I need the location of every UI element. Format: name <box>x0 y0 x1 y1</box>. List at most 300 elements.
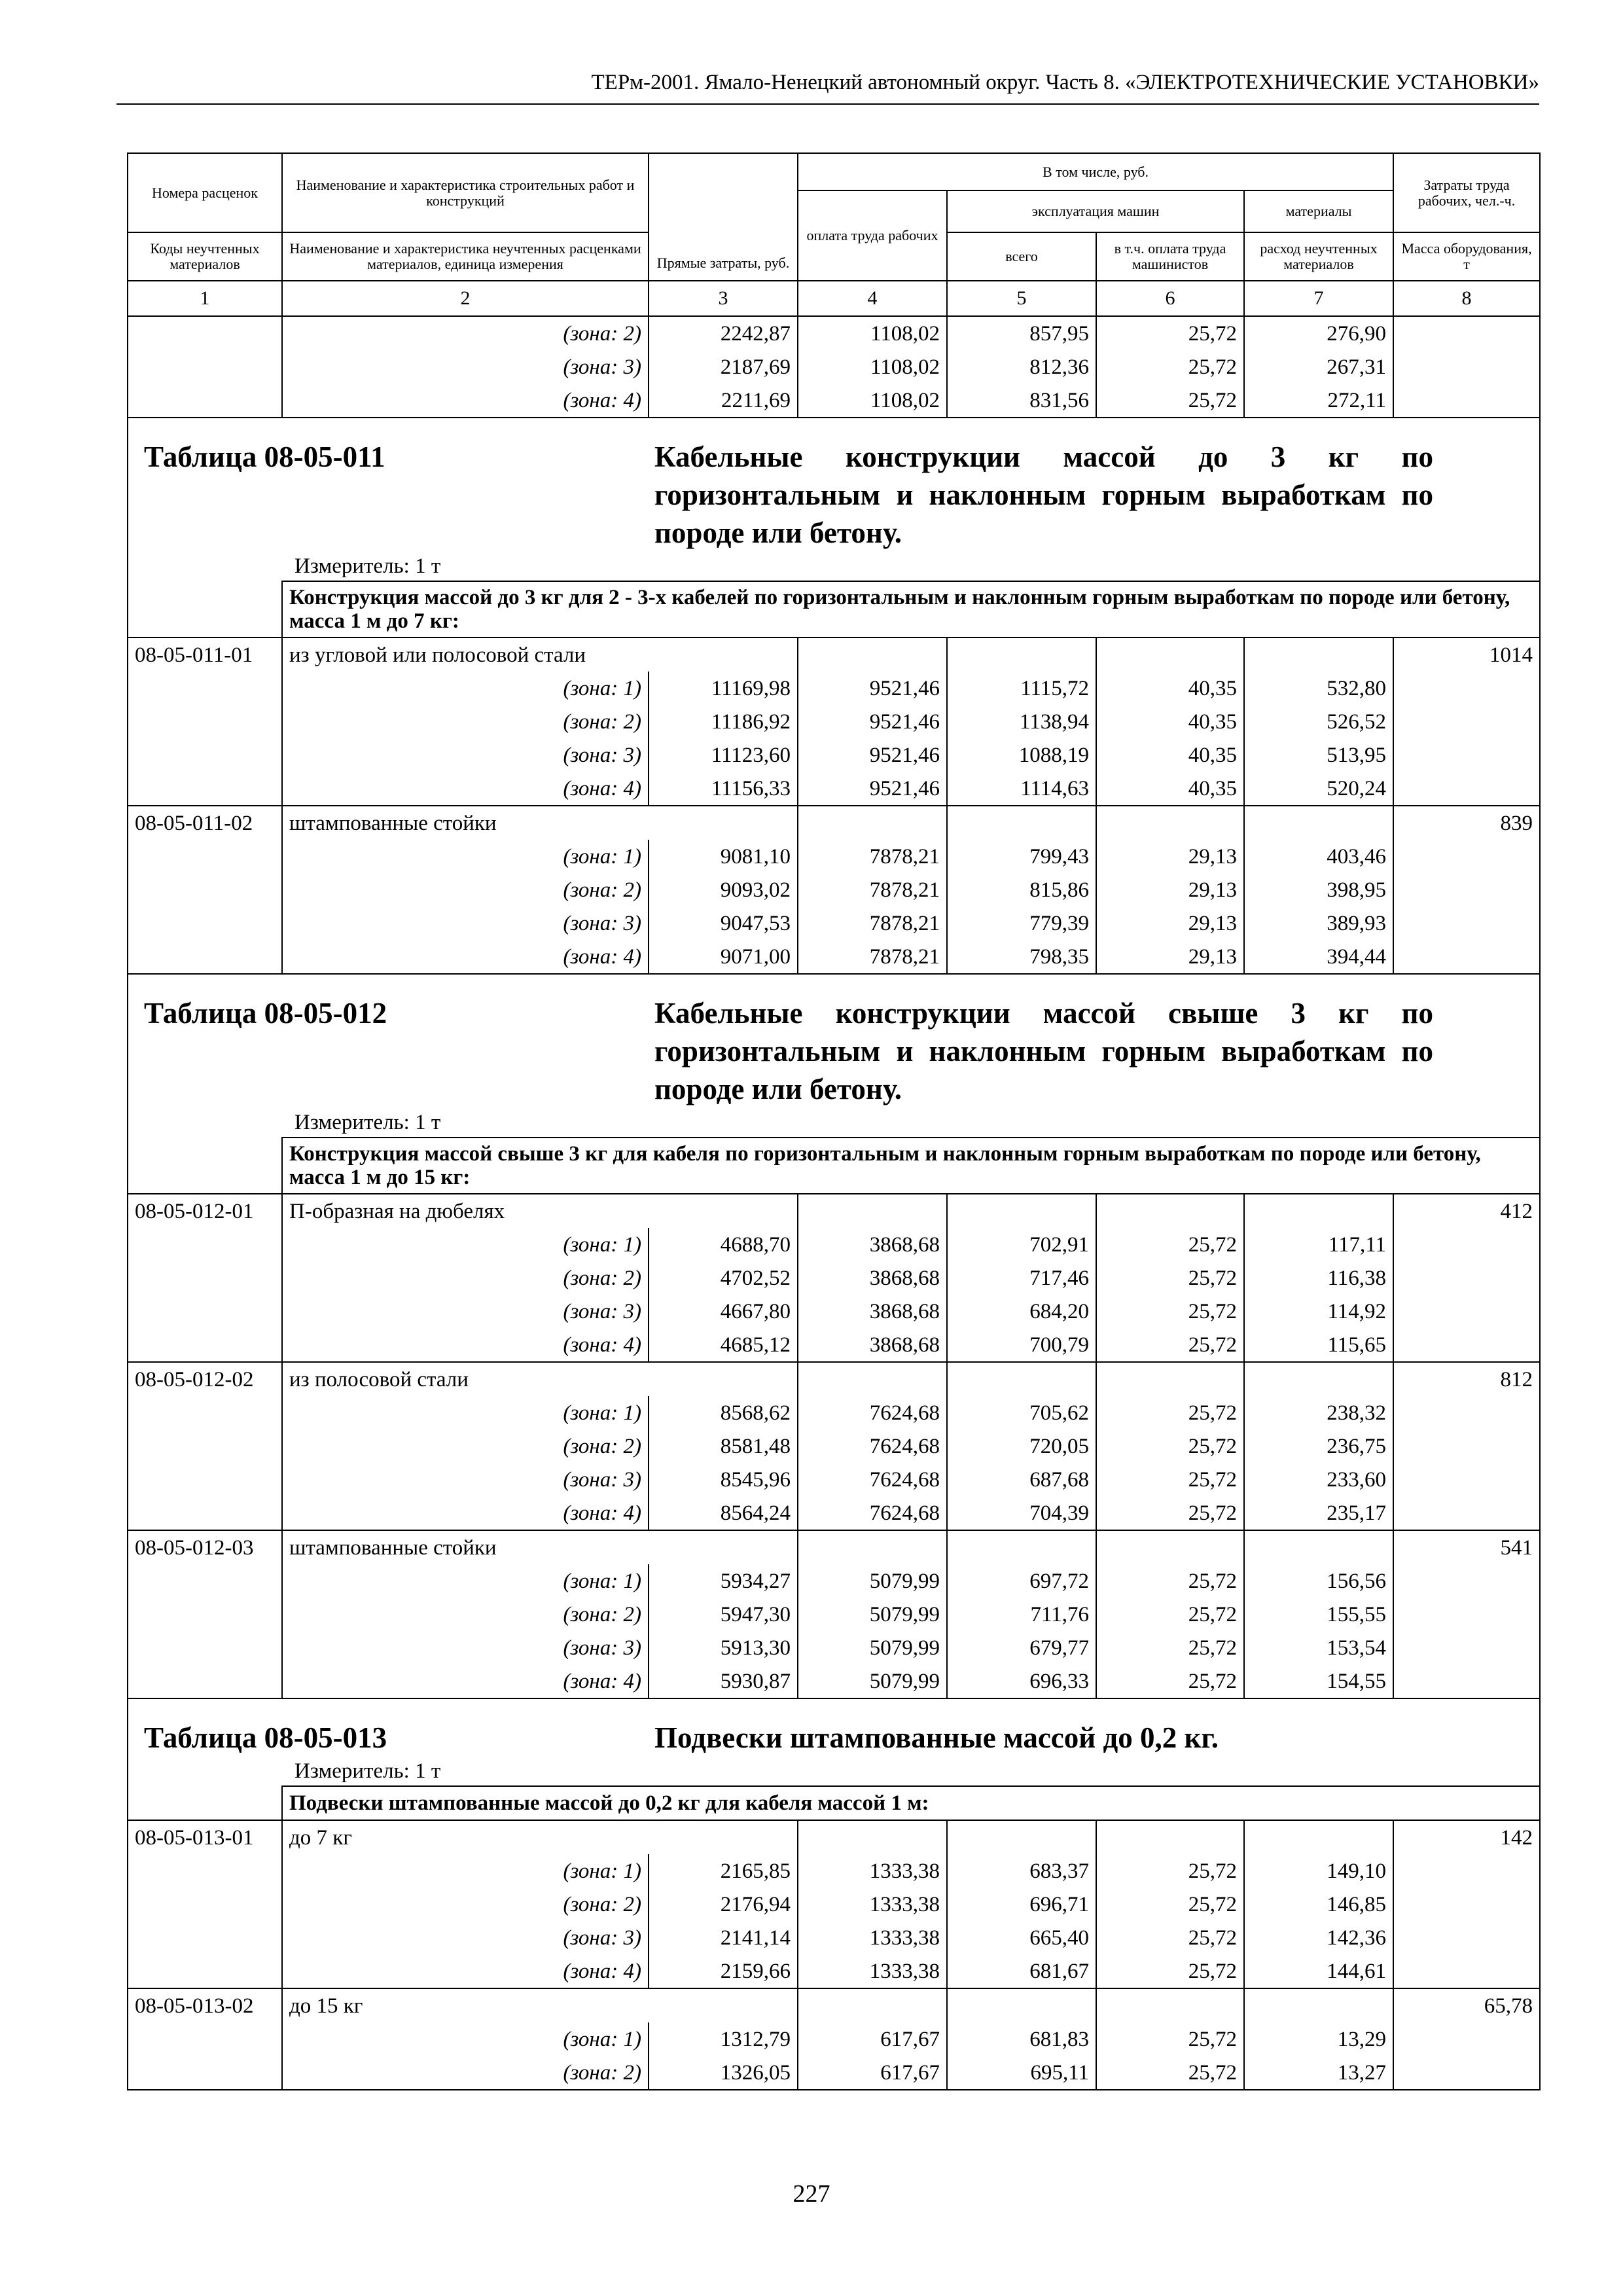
labor-cell <box>1393 1854 1540 1888</box>
value-cell: 25,72 <box>1096 2056 1244 2090</box>
empty-cell <box>1096 637 1244 672</box>
value-cell: 389,93 <box>1244 906 1393 940</box>
table-row <box>128 1295 1540 1328</box>
labor-cell <box>1393 384 1540 418</box>
table-row <box>128 1631 1540 1664</box>
value-cell: 7624,68 <box>798 1396 947 1429</box>
value-cell: 1115,72 <box>947 672 1096 705</box>
empty-cell <box>798 806 947 840</box>
value-cell: 25,72 <box>1096 2022 1244 2056</box>
table-row <box>128 1664 1540 1698</box>
empty-cell <box>947 637 1096 672</box>
value-cell: 236,75 <box>1244 1429 1393 1463</box>
value-cell: 679,77 <box>947 1631 1096 1664</box>
value-cell: 1333,38 <box>798 1954 947 1988</box>
rate-code-cell <box>128 1786 282 1820</box>
rate-code-cell <box>128 350 282 384</box>
rate-code-cell <box>128 384 282 418</box>
empty-cell <box>947 1820 1096 1854</box>
table-name: Таблица 08-05-011 <box>144 440 385 473</box>
value-cell: 25,72 <box>1096 1328 1244 1362</box>
value-cell: 3868,68 <box>798 1261 947 1295</box>
table-description: Кабельные конструкции массой до 3 кг по горизонтальным и наклонным горным выработкам по породе или бетону. <box>654 440 1433 549</box>
labor-cell <box>1393 772 1540 806</box>
price-table-body <box>128 153 1540 2090</box>
value-cell: 7878,21 <box>798 873 947 906</box>
meter-label: Измеритель: 1 т <box>128 1757 1540 1786</box>
table-row <box>128 738 1540 772</box>
rate-code-cell <box>128 840 282 873</box>
empty-cell <box>1096 1530 1244 1564</box>
empty-cell <box>1244 1988 1393 2022</box>
zone-label: (зона: 2) <box>282 2056 649 2090</box>
value-cell: 681,83 <box>947 2022 1096 2056</box>
rate-code: 08-05-012-02 <box>128 1362 282 1396</box>
rate-code-cell <box>128 1954 282 1988</box>
rate-code: 08-05-012-03 <box>128 1530 282 1564</box>
labor-costs-value: 412 <box>1393 1194 1540 1228</box>
value-cell: 1114,63 <box>947 772 1096 806</box>
section-heading-row <box>128 1138 1540 1194</box>
zone-label: (зона: 2) <box>282 873 649 906</box>
value-cell: 1138,94 <box>947 705 1096 738</box>
value-cell: 717,46 <box>947 1261 1096 1295</box>
value-cell: 403,46 <box>1244 840 1393 873</box>
table-row <box>128 2056 1540 2090</box>
table-row <box>128 1429 1540 1463</box>
labor-cell <box>1393 1261 1540 1295</box>
rate-code-cell <box>128 1631 282 1664</box>
labor-cell <box>1393 705 1540 738</box>
col-direct-costs: Прямые затраты, руб. <box>649 153 798 281</box>
table-row <box>128 1396 1540 1429</box>
value-cell: 116,38 <box>1244 1261 1393 1295</box>
table-row <box>128 316 1540 350</box>
rate-code-cell <box>128 1463 282 1496</box>
table-row <box>128 1921 1540 1954</box>
value-cell: 25,72 <box>1096 1921 1244 1954</box>
rate-code: 08-05-011-01 <box>128 637 282 672</box>
rate-code-cell <box>128 873 282 906</box>
value-cell: 117,11 <box>1244 1228 1393 1261</box>
table-row <box>128 940 1540 974</box>
rate-code-cell <box>128 1598 282 1631</box>
empty-cell <box>1244 1194 1393 1228</box>
value-cell: 5947,30 <box>649 1598 798 1631</box>
labor-cell <box>1393 738 1540 772</box>
value-cell: 7878,21 <box>798 906 947 940</box>
empty-cell <box>1244 806 1393 840</box>
labor-cell <box>1393 1888 1540 1921</box>
zone-label: (зона: 1) <box>282 1854 649 1888</box>
value-cell: 7624,68 <box>798 1463 947 1496</box>
rate-code-cell <box>128 1921 282 1954</box>
value-cell: 513,95 <box>1244 738 1393 772</box>
rate-code-cell <box>128 2022 282 2056</box>
value-cell: 687,68 <box>947 1463 1096 1496</box>
table-title <box>128 418 1540 552</box>
value-cell: 704,39 <box>947 1496 1096 1530</box>
col-unaccounted-materials: расход неучтенных материалов <box>1244 232 1393 281</box>
price-table <box>127 152 1541 2090</box>
value-cell: 799,43 <box>947 840 1096 873</box>
table-row <box>128 1954 1540 1988</box>
labor-cell <box>1393 940 1540 974</box>
value-cell: 25,72 <box>1096 1954 1244 1988</box>
value-cell: 267,31 <box>1244 350 1393 384</box>
labor-cell <box>1393 1463 1540 1496</box>
value-cell: 9093,02 <box>649 873 798 906</box>
value-cell: 9521,46 <box>798 772 947 806</box>
section-heading: Конструкция массой до 3 кг для 2 - 3-х кабелей по горизонтальным и наклонным горным выработкам по породе или бетону, масса 1 м до 7 кг: <box>282 581 1540 637</box>
value-cell: 9047,53 <box>649 906 798 940</box>
value-cell: 25,72 <box>1096 1261 1244 1295</box>
empty-cell <box>947 1988 1096 2022</box>
meter-row <box>128 1108 1540 1138</box>
zone-label: (зона: 4) <box>282 1954 649 1988</box>
rate-code-cell <box>128 1496 282 1530</box>
value-cell: 3868,68 <box>798 1295 947 1328</box>
table-row <box>128 350 1540 384</box>
col-including: В том числе, руб. <box>798 153 1393 190</box>
rate-code-cell <box>128 940 282 974</box>
value-cell: 8581,48 <box>649 1429 798 1463</box>
meter-row <box>128 552 1540 581</box>
table-title <box>128 974 1540 1108</box>
table-row <box>128 1261 1540 1295</box>
value-cell: 40,35 <box>1096 772 1244 806</box>
zone-label: (зона: 4) <box>282 1664 649 1698</box>
empty-cell <box>798 1988 947 2022</box>
value-cell: 25,72 <box>1096 316 1244 350</box>
value-cell: 5913,30 <box>649 1631 798 1664</box>
value-cell: 146,85 <box>1244 1888 1393 1921</box>
value-cell: 25,72 <box>1096 1429 1244 1463</box>
table-name: Таблица 08-05-013 <box>144 1721 387 1754</box>
value-cell: 25,72 <box>1096 1598 1244 1631</box>
value-cell: 702,91 <box>947 1228 1096 1261</box>
table-row <box>128 1463 1540 1496</box>
empty-cell <box>1096 806 1244 840</box>
rate-row <box>128 637 1540 672</box>
value-cell: 779,39 <box>947 906 1096 940</box>
rate-code-cell <box>128 1429 282 1463</box>
col-material-name: Наименование и характеристика неучтенных расценками материалов, единица измерения <box>282 232 649 281</box>
labor-cell <box>1393 1564 1540 1598</box>
value-cell: 11169,98 <box>649 672 798 705</box>
rate-code: 08-05-013-02 <box>128 1988 282 2022</box>
value-cell: 142,36 <box>1244 1921 1393 1954</box>
value-cell: 13,29 <box>1244 2022 1393 2056</box>
col-number: 6 <box>1096 281 1244 316</box>
labor-costs-value: 839 <box>1393 806 1540 840</box>
table-title-row <box>128 418 1540 552</box>
rate-code-cell <box>128 772 282 806</box>
table-title-row <box>128 974 1540 1108</box>
col-number: 3 <box>649 281 798 316</box>
table-row <box>128 1564 1540 1598</box>
value-cell: 5079,99 <box>798 1664 947 1698</box>
section-heading-row <box>128 581 1540 637</box>
rate-code-cell <box>128 705 282 738</box>
value-cell: 532,80 <box>1244 672 1393 705</box>
labor-cell <box>1393 873 1540 906</box>
table-row <box>128 1228 1540 1261</box>
col-operators-pay: в т.ч. оплата труда машинистов <box>1096 232 1244 281</box>
value-cell: 683,37 <box>947 1854 1096 1888</box>
labor-costs-value: 142 <box>1393 1820 1540 1854</box>
labor-cell <box>1393 906 1540 940</box>
rate-code-cell <box>128 1328 282 1362</box>
labor-cell <box>1393 1664 1540 1698</box>
labor-cell <box>1393 2022 1540 2056</box>
value-cell: 4702,52 <box>649 1261 798 1295</box>
value-cell: 5079,99 <box>798 1631 947 1664</box>
rate-name: до 7 кг <box>282 1820 798 1854</box>
value-cell: 720,05 <box>947 1429 1096 1463</box>
zone-label: (зона: 3) <box>282 1463 649 1496</box>
value-cell: 29,13 <box>1096 906 1244 940</box>
value-cell: 29,13 <box>1096 840 1244 873</box>
value-cell: 711,76 <box>947 1598 1096 1631</box>
value-cell: 1333,38 <box>798 1921 947 1954</box>
value-cell: 144,61 <box>1244 1954 1393 1988</box>
value-cell: 25,72 <box>1096 1664 1244 1698</box>
empty-cell <box>947 1194 1096 1228</box>
table-row <box>128 2022 1540 2056</box>
rate-code-cell <box>128 1564 282 1598</box>
value-cell: 115,65 <box>1244 1328 1393 1362</box>
labor-costs-value: 1014 <box>1393 637 1540 672</box>
value-cell: 7878,21 <box>798 840 947 873</box>
table-name: Таблица 08-05-012 <box>144 997 387 1030</box>
running-header: ТЕРм-2001. Ямало-Ненецкий автономный округ. Часть 8. «ЭЛЕКТРОТЕХНИЧЕСКИЕ УСТАНОВКИ» <box>116 69 1539 105</box>
zone-label: (зона: 4) <box>282 1496 649 1530</box>
section-heading: Подвески штампованные массой до 0,2 кг для кабеля массой 1 м: <box>282 1786 1540 1820</box>
zone-label: (зона: 3) <box>282 350 649 384</box>
value-cell: 665,40 <box>947 1921 1096 1954</box>
value-cell: 4667,80 <box>649 1295 798 1328</box>
value-cell: 233,60 <box>1244 1463 1393 1496</box>
rate-code-cell <box>128 1261 282 1295</box>
table-row <box>128 1598 1540 1631</box>
zone-label: (зона: 4) <box>282 384 649 418</box>
zone-label: (зона: 1) <box>282 1396 649 1429</box>
value-cell: 11123,60 <box>649 738 798 772</box>
value-cell: 7624,68 <box>798 1429 947 1463</box>
table-row <box>128 873 1540 906</box>
col-labor-pay: оплата труда рабочих <box>798 190 947 281</box>
empty-cell <box>947 806 1096 840</box>
labor-costs-value: 65,78 <box>1393 1988 1540 2022</box>
empty-cell <box>1244 637 1393 672</box>
value-cell: 520,24 <box>1244 772 1393 806</box>
zone-label: (зона: 1) <box>282 2022 649 2056</box>
value-cell: 29,13 <box>1096 873 1244 906</box>
rate-code-cell <box>128 672 282 705</box>
empty-cell <box>798 1530 947 1564</box>
value-cell: 25,72 <box>1096 1396 1244 1429</box>
empty-cell <box>1244 1530 1393 1564</box>
zone-label: (зона: 2) <box>282 705 649 738</box>
value-cell: 831,56 <box>947 384 1096 418</box>
value-cell: 1312,79 <box>649 2022 798 2056</box>
empty-cell <box>947 1362 1096 1396</box>
page-number: 227 <box>793 2180 830 2208</box>
rate-code-cell <box>128 1888 282 1921</box>
value-cell: 4688,70 <box>649 1228 798 1261</box>
value-cell: 11156,33 <box>649 772 798 806</box>
zone-label: (зона: 2) <box>282 1888 649 1921</box>
labor-cell <box>1393 1496 1540 1530</box>
empty-cell <box>798 1820 947 1854</box>
rate-code-cell <box>128 2056 282 2090</box>
table-title <box>128 1698 1540 1757</box>
value-cell: 25,72 <box>1096 1496 1244 1530</box>
labor-cell <box>1393 672 1540 705</box>
rate-row <box>128 1530 1540 1564</box>
value-cell: 696,71 <box>947 1888 1096 1921</box>
value-cell: 40,35 <box>1096 738 1244 772</box>
labor-cell <box>1393 1921 1540 1954</box>
labor-cell <box>1393 1598 1540 1631</box>
empty-cell <box>1244 1362 1393 1396</box>
table-description: Подвески штампованные массой до 0,2 кг. <box>654 1721 1219 1754</box>
rate-code-cell <box>128 1228 282 1261</box>
value-cell: 700,79 <box>947 1328 1096 1362</box>
value-cell: 1333,38 <box>798 1888 947 1921</box>
zone-label: (зона: 4) <box>282 940 649 974</box>
zone-label: (зона: 4) <box>282 772 649 806</box>
zone-label: (зона: 1) <box>282 1228 649 1261</box>
value-cell: 2187,69 <box>649 350 798 384</box>
value-cell: 4685,12 <box>649 1328 798 1362</box>
value-cell: 29,13 <box>1096 940 1244 974</box>
empty-cell <box>1096 1820 1244 1854</box>
rate-code-cell <box>128 316 282 350</box>
labor-cell <box>1393 2056 1540 2090</box>
rate-row <box>128 1362 1540 1396</box>
col-number: 4 <box>798 281 947 316</box>
section-heading: Конструкция массой свыше 3 кг для кабеля по горизонтальным и наклонным горным выработкам по породе или бетону, масса 1 м до 15 кг: <box>282 1138 1540 1194</box>
col-number: 1 <box>128 281 282 316</box>
rate-code: 08-05-013-01 <box>128 1820 282 1854</box>
value-cell: 681,67 <box>947 1954 1096 1988</box>
value-cell: 857,95 <box>947 316 1096 350</box>
empty-cell <box>798 637 947 672</box>
value-cell: 5934,27 <box>649 1564 798 1598</box>
table-row <box>128 1328 1540 1362</box>
col-number: 7 <box>1244 281 1393 316</box>
empty-cell <box>798 1362 947 1396</box>
value-cell: 9521,46 <box>798 738 947 772</box>
value-cell: 2141,14 <box>649 1921 798 1954</box>
value-cell: 155,55 <box>1244 1598 1393 1631</box>
empty-cell <box>947 1530 1096 1564</box>
value-cell: 1108,02 <box>798 316 947 350</box>
value-cell: 9071,00 <box>649 940 798 974</box>
rate-code-cell <box>128 906 282 940</box>
rate-name: штампованные стойки <box>282 806 798 840</box>
rate-code-cell <box>128 1396 282 1429</box>
value-cell: 235,17 <box>1244 1496 1393 1530</box>
labor-costs-value: 812 <box>1393 1362 1540 1396</box>
table-row <box>128 1888 1540 1921</box>
value-cell: 40,35 <box>1096 705 1244 738</box>
col-machines: эксплуатация машин <box>947 190 1244 232</box>
value-cell: 7624,68 <box>798 1496 947 1530</box>
value-cell: 798,35 <box>947 940 1096 974</box>
value-cell: 695,11 <box>947 2056 1096 2090</box>
meter-row <box>128 1757 1540 1786</box>
value-cell: 149,10 <box>1244 1854 1393 1888</box>
value-cell: 815,86 <box>947 873 1096 906</box>
value-cell: 25,72 <box>1096 1295 1244 1328</box>
value-cell: 617,67 <box>798 2056 947 2090</box>
value-cell: 617,67 <box>798 2022 947 2056</box>
col-material-codes: Коды неучтенных материалов <box>128 232 282 281</box>
col-work-name: Наименование и характеристика строительных работ и конструкций <box>282 153 649 232</box>
labor-cell <box>1393 316 1540 350</box>
value-cell: 526,52 <box>1244 705 1393 738</box>
zone-label: (зона: 1) <box>282 672 649 705</box>
zone-label: (зона: 2) <box>282 316 649 350</box>
value-cell: 684,20 <box>947 1295 1096 1328</box>
col-materials: материалы <box>1244 190 1393 232</box>
value-cell: 7878,21 <box>798 940 947 974</box>
zone-label: (зона: 2) <box>282 1598 649 1631</box>
col-machines-total: всего <box>947 232 1096 281</box>
table-row <box>128 1854 1540 1888</box>
value-cell: 9521,46 <box>798 672 947 705</box>
value-cell: 9521,46 <box>798 705 947 738</box>
value-cell: 25,72 <box>1096 1228 1244 1261</box>
value-cell: 2165,85 <box>649 1854 798 1888</box>
zone-label: (зона: 3) <box>282 1295 649 1328</box>
rate-code-cell <box>128 581 282 637</box>
empty-cell <box>798 1194 947 1228</box>
value-cell: 25,72 <box>1096 1854 1244 1888</box>
labor-cell <box>1393 1328 1540 1362</box>
value-cell: 8545,96 <box>649 1463 798 1496</box>
rate-code: 08-05-012-01 <box>128 1194 282 1228</box>
value-cell: 8568,62 <box>649 1396 798 1429</box>
value-cell: 25,72 <box>1096 1463 1244 1496</box>
value-cell: 25,72 <box>1096 350 1244 384</box>
rate-name: из угловой или полосовой стали <box>282 637 798 672</box>
zone-label: (зона: 3) <box>282 1631 649 1664</box>
labor-cell <box>1393 1631 1540 1664</box>
value-cell: 697,72 <box>947 1564 1096 1598</box>
rate-name: П-образная на дюбелях <box>282 1194 798 1228</box>
value-cell: 1088,19 <box>947 738 1096 772</box>
col-number: 8 <box>1393 281 1540 316</box>
value-cell: 1326,05 <box>649 2056 798 2090</box>
value-cell: 5079,99 <box>798 1564 947 1598</box>
value-cell: 154,55 <box>1244 1664 1393 1698</box>
rate-name: до 15 кг <box>282 1988 798 2022</box>
value-cell: 9081,10 <box>649 840 798 873</box>
value-cell: 1333,38 <box>798 1854 947 1888</box>
table-row <box>128 384 1540 418</box>
rate-code: 08-05-011-02 <box>128 806 282 840</box>
col-rate-numbers: Номера расценок <box>128 153 282 232</box>
value-cell: 25,72 <box>1096 1631 1244 1664</box>
labor-cell <box>1393 1228 1540 1261</box>
table-row <box>128 906 1540 940</box>
rate-row <box>128 1988 1540 2022</box>
value-cell: 238,32 <box>1244 1396 1393 1429</box>
